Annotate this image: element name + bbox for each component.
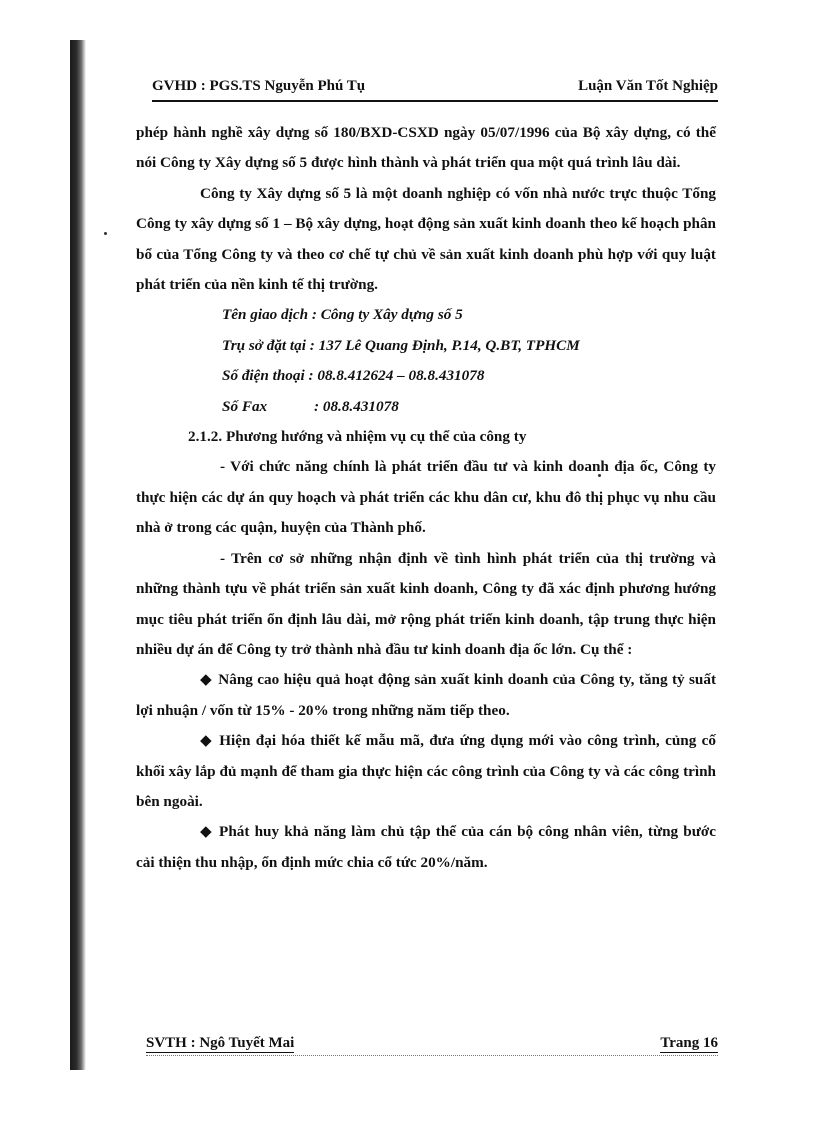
footer-page-number: Trang 16 <box>660 1035 718 1051</box>
page-footer <box>146 1035 718 1055</box>
bullet-text: Phát huy khả năng làm chủ tập thể của cán bộ công nhân viên, từng bước cải thiện thu nhập, ổn định mức chia cổ tức 20%/năm. <box>136 823 716 871</box>
page-content <box>136 118 716 878</box>
info-fax-value: : 08.8.431078 <box>314 397 399 415</box>
bullet-item <box>136 817 716 878</box>
header-supervisor: GVHD : PGS.TS Nguyễn Phú Tụ <box>152 78 366 94</box>
info-trade-name: Tên giao dịch : Công ty Xây dựng số 5 <box>222 306 463 324</box>
diamond-bullet-icon: ◆ <box>200 671 213 689</box>
header-document-type: Luận Văn Tốt Nghiệp <box>578 78 718 94</box>
info-phone: Số điện thoại : 08.8.412624 – 08.8.431078 <box>222 367 485 385</box>
bullet-item <box>136 665 716 726</box>
diamond-bullet-icon: ◆ <box>200 823 214 841</box>
info-fax <box>222 392 716 422</box>
page-header <box>152 74 718 102</box>
paragraph-license: phép hành nghề xây dựng số 180/BXD-CSXD ngày 05/07/1996 của Bộ xây dựng, có thể nói Công ty Xây dựng số 5 được hình thành và phát triển qua một quá trình lâu dài. <box>136 124 716 172</box>
paragraph-company-intro: Công ty Xây dựng số 5 là một doanh nghiệp có vốn nhà nước trực thuộc Tổng Công ty xây dựng số 1 – Bộ xây dựng, hoạt động sản xuất kinh doanh theo kế hoạch phân bổ của Tổng Công ty và theo cơ chế tự chủ về sản xuất kinh doanh phù hợp với quy luật phát triển của nền kinh tế thị trường. <box>136 184 716 294</box>
scan-speck <box>104 232 107 235</box>
bullet-item <box>136 726 716 817</box>
paragraph-function: - Với chức năng chính là phát triển đầu tư và kinh doanh địa ốc, Công ty thực hiện các dự án quy hoạch và phát triển các khu dân cư, khu đô thị phục vụ nhu cầu nhà ở trong các quận, huyện của Thành phố. <box>136 458 716 537</box>
diamond-bullet-icon: ◆ <box>200 732 214 750</box>
info-fax-label: Số Fax <box>222 397 268 415</box>
section-heading: 2.1.2. Phương hướng và nhiệm vụ cụ thể của công ty <box>188 428 527 446</box>
footer-student: SVTH : Ngô Tuyết Mai <box>146 1035 295 1051</box>
paragraph-direction: - Trên cơ sở những nhận định về tình hình phát triển của thị trường và những thành tựu về phát triển sản xuất kinh doanh, Công ty đã xác định phương hướng mục tiêu phát triển ổn định lâu dài, mở rộng phát triển kinh doanh, tập trung thực hiện nhiều dự án để Công ty trở thành nhà đầu tư kinh doanh địa ốc lớn. Cụ thể : <box>136 549 716 658</box>
info-address: Trụ sở đặt tại : 137 Lê Quang Định, P.14, Q.BT, TPHCM <box>222 336 580 354</box>
bullet-text: Nâng cao hiệu quả hoạt động sản xuất kinh doanh của Công ty, tăng tỷ suất lợi nhuận / vốn từ 15% - 20% trong những năm tiếp theo. <box>136 671 717 719</box>
bullet-text: Hiện đại hóa thiết kế mẫu mã, đưa ứng dụng mới vào công trình, củng cố khối xây lắp đủ mạnh để tham gia thực hiện các công trình của Công ty và các công trình bên ngoài. <box>136 732 716 810</box>
footer-divider <box>146 1055 718 1056</box>
scan-left-edge <box>70 40 86 1070</box>
